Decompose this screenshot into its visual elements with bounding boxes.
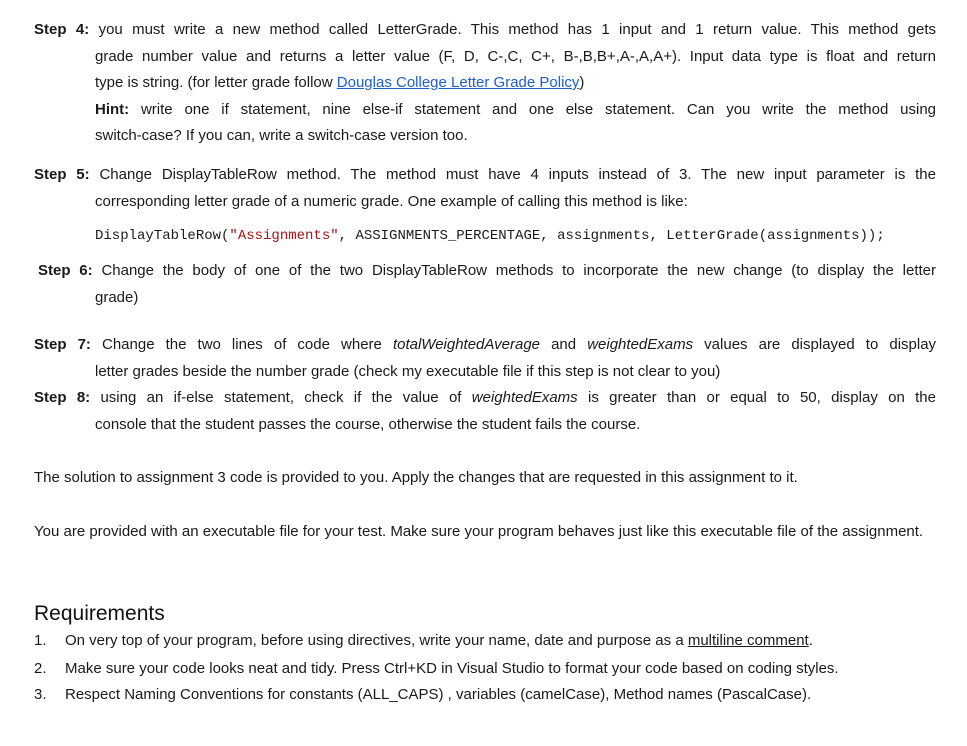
step-8-line-1: Step 8: using an if-else statement, check if the value of weightedExams is greater than or equal to 50, display on the [34,389,936,406]
step-7-label: Step 7: [34,336,91,353]
step-4-hint-line-1: Hint: write one if statement, nine else-if statement and one else statement. Can you write the method using [95,100,936,118]
step-4-label: Step 4: [34,21,90,38]
code-string: "Assignments" [229,228,339,244]
step-7 [34,332,936,385]
hint-label: Hint: [95,100,130,118]
step-4-line-2: grade number value and returns a letter value (F, D, C-,C, C+, B-,B,B+,A-,A,A+). Input data type is float and return [95,47,936,65]
step-8 [34,385,936,438]
step-8-label: Step 8: [34,389,91,406]
step-4 [34,17,936,150]
step-6-line-2: grade) [95,288,139,306]
requirement-item: 2. Make sure your code looks neat and tidy. Press Ctrl+KD in Visual Studio to format your code based on coding styles. [34,660,839,677]
step-6-label: Step 6: [38,262,93,279]
step-7-line-1: Step 7: Change the two lines of code where totalWeightedAverage and weightedExams values are displayed to display [34,336,937,353]
step-5-line-1: Step 5: Change DisplayTableRow method. The method must have 4 inputs instead of 3. The new input parameter is the [34,166,936,183]
step-4-line-3: type is string. (for letter grade follow Douglas College Letter Grade Policy) [95,74,585,91]
step-6 [38,258,936,311]
grade-policy-link[interactable]: Douglas College Letter Grade Policy [336,74,580,91]
step-4-line-1: Step 4: you must write a new method called LetterGrade. This method has 1 input and 1 return value. This method gets [34,21,937,38]
code-example: DisplayTableRow("Assignments", ASSIGNMENTS_PERCENTAGE, assignments, LetterGrade(assignments)); [95,228,885,244]
step-5-line-2: corresponding letter grade of a numeric grade. One example of calling this method is like: [95,192,688,210]
solution-paragraph: The solution to assignment 3 code is provided to you. Apply the changes that are requested in this assignment to it. [34,469,798,486]
requirements-heading: Requirements [34,602,165,625]
step-5 [34,162,936,215]
step-6-line-1: Step 6: Change the body of one of the two DisplayTableRow methods to incorporate the new change (to display the letter [38,262,936,279]
step-4-hint-line-2: switch-case? If you can, write a switch-case version too. [95,127,468,144]
requirement-item: 1. On very top of your program, before using directives, write your name, date and purpose as a multiline comment. [34,632,813,649]
requirement-item: 3. Respect Naming Conventions for constants (ALL_CAPS) , variables (camelCase), Method names (PascalCase). [34,686,812,703]
step-5-label: Step 5: [34,166,90,183]
step-7-line-2: letter grades beside the number grade (check my executable file if this step is not clear to you) [95,362,721,380]
multiline-comment-link: multiline comment [687,632,809,649]
executable-paragraph: You are provided with an executable file for your test. Make sure your program behaves just like this executable file of the assignment. [34,523,924,540]
step-8-line-2: console that the student passes the course, otherwise the student fails the course. [95,415,641,433]
